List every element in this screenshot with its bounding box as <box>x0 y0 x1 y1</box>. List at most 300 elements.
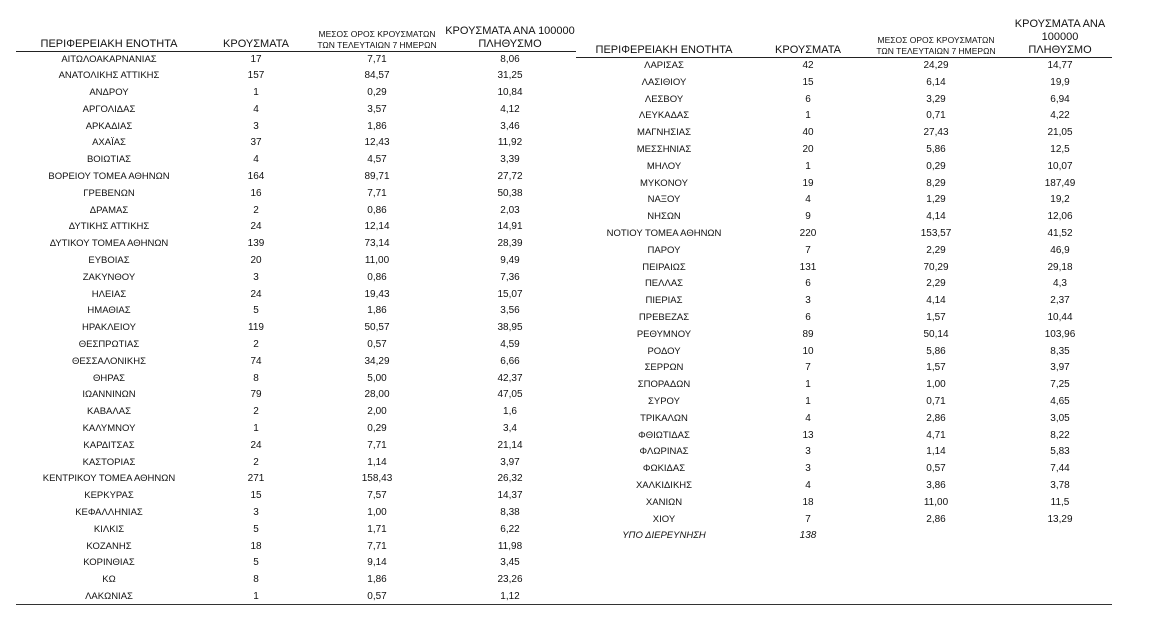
table-row <box>16 203 576 220</box>
table-row <box>16 135 576 152</box>
table-row <box>576 58 1112 75</box>
table-row <box>16 270 576 287</box>
table-row <box>16 471 576 488</box>
avg7-cell: 1,86 <box>367 120 387 132</box>
cases-cell: 1 <box>805 160 811 172</box>
table-row <box>16 522 576 539</box>
pending-row <box>576 528 1112 545</box>
table-row <box>576 209 1112 226</box>
cases-cell: 24 <box>250 439 262 451</box>
cases-cell: 16 <box>250 187 262 199</box>
cases-cell: 5 <box>253 523 259 535</box>
region-cell: ΓΡΕΒΕΝΩΝ <box>83 187 135 199</box>
per100k-cell: 5,83 <box>1050 446 1070 458</box>
avg7-cell: 0,57 <box>367 591 387 602</box>
pending-label: ΥΠΟ ΔΙΕΡΕΥΝΗΣΗ <box>622 530 706 542</box>
pending-empty <box>864 528 1008 545</box>
table-row <box>576 495 1112 512</box>
avg7-cell: 1,86 <box>367 305 387 317</box>
table-row <box>576 461 1112 478</box>
per100k-cell: 11,92 <box>497 137 523 149</box>
per100k-cell: 38,95 <box>497 322 523 334</box>
cases-cell: 2 <box>253 339 259 351</box>
avg7-cell: 5,00 <box>367 372 387 384</box>
avg7-cell: 1,00 <box>926 379 946 391</box>
per100k-cell: 3,46 <box>500 120 520 132</box>
cases-cell: 8 <box>253 372 259 384</box>
per100k-cell: 46,9 <box>1050 244 1070 256</box>
region-cell: ΔΥΤΙΚΟΥ ΤΟΜΕΑ ΑΘΗΝΩΝ <box>49 238 169 250</box>
table-row <box>576 377 1112 394</box>
per100k-cell: 6,22 <box>500 523 520 535</box>
per100k-cell: 14,77 <box>1047 60 1073 71</box>
cases-cell: 4 <box>253 103 259 115</box>
per100k-cell: 1,6 <box>503 406 517 418</box>
table-row <box>16 303 576 320</box>
cases-cell: 20 <box>802 143 814 155</box>
avg7-cell: 19,43 <box>364 288 390 300</box>
per100k-cell: 10,07 <box>1047 160 1073 172</box>
region-cell: ΘΗΡΑΣ <box>92 372 126 384</box>
table-row <box>16 404 576 421</box>
avg7-cell: 1,29 <box>926 194 946 206</box>
region-cell: ΛΑΚΩΝΙΑΣ <box>85 591 133 602</box>
per100k-cell: 50,38 <box>497 187 523 199</box>
cases-cell: 10 <box>802 345 814 357</box>
cases-cell: 220 <box>799 227 817 239</box>
per100k-cell: 11,98 <box>497 540 523 552</box>
cases-cell: 1 <box>805 110 811 122</box>
header-per100k-line1: ΚΡΟΥΣΜΑΤΑ ΑΝΑ 100000 <box>1014 18 1106 43</box>
region-cell: ΑΡΚΑΔΙΑΣ <box>85 120 133 132</box>
region-cell: ΑΧΑΪΑΣ <box>92 137 126 149</box>
table-row <box>576 226 1112 243</box>
right-table-body <box>576 58 1112 546</box>
table-row <box>576 411 1112 428</box>
header-cases: ΚΡΟΥΣΜΑΤΑ <box>752 18 864 58</box>
region-cell: ΚΑΒΑΛΑΣ <box>87 406 131 418</box>
avg7-cell: 0,29 <box>367 87 387 99</box>
right-header-row <box>576 18 1112 58</box>
avg7-cell: 2,29 <box>926 244 946 256</box>
left-table-body <box>16 51 576 606</box>
avg7-cell: 7,71 <box>367 53 387 65</box>
table-row <box>576 243 1112 260</box>
avg7-cell: 4,14 <box>926 295 946 307</box>
table-row <box>576 327 1112 344</box>
avg7-cell: 2,86 <box>926 412 946 424</box>
region-cell: ΠΡΕΒΕΖΑΣ <box>638 311 690 323</box>
left-header-row <box>16 18 576 51</box>
table-row <box>576 478 1112 495</box>
cases-cell: 3 <box>805 446 811 458</box>
region-cell: ΦΘΙΩΤΙΔΑΣ <box>638 429 690 441</box>
avg7-cell: 5,86 <box>926 143 946 155</box>
avg7-cell: 84,57 <box>364 70 390 82</box>
table-row <box>16 169 576 186</box>
cases-cell: 15 <box>802 76 814 88</box>
per100k-cell: 7,25 <box>1050 379 1070 391</box>
region-cell: ΚΑΡΔΙΤΣΑΣ <box>83 439 135 451</box>
region-cell: ΚΑΛΥΜΝΟΥ <box>82 423 136 435</box>
cases-cell: 4 <box>805 194 811 206</box>
cases-cell: 5 <box>253 305 259 317</box>
avg7-cell: 3,86 <box>926 479 946 491</box>
per100k-cell: 3,05 <box>1050 412 1070 424</box>
region-cell: ΘΕΣΣΑΛΟΝΙΚΗΣ <box>72 355 146 367</box>
region-cell: ΤΡΙΚΑΛΩΝ <box>640 412 688 424</box>
avg7-cell: 9,14 <box>367 557 387 569</box>
avg7-cell: 1,14 <box>367 456 387 468</box>
header-cases: ΚΡΟΥΣΜΑΤΑ <box>202 18 310 51</box>
per100k-cell: 26,32 <box>497 473 523 485</box>
avg7-cell: 34,29 <box>364 355 390 367</box>
per100k-cell: 31,25 <box>497 70 523 82</box>
cases-cell: 6 <box>805 278 811 290</box>
region-cell: ΠΑΡΟΥ <box>647 244 681 256</box>
avg7-cell: 24,29 <box>923 60 949 71</box>
region-cell: ΛΕΥΚΑΔΑΣ <box>638 110 690 122</box>
per100k-cell: 3,97 <box>1050 362 1070 374</box>
region-cell: ΣΕΡΡΩΝ <box>644 362 684 374</box>
cases-cell: 89 <box>802 328 814 340</box>
avg7-cell: 5,86 <box>926 345 946 357</box>
cases-cell: 8 <box>253 574 259 586</box>
avg7-cell: 1,57 <box>926 362 946 374</box>
table-row <box>16 572 576 589</box>
per100k-cell: 12,06 <box>1047 211 1073 223</box>
region-cell: ΛΑΡΙΣΑΣ <box>644 60 684 71</box>
region-cell: ΔΡΑΜΑΣ <box>89 204 129 216</box>
cases-cell: 7 <box>805 362 811 374</box>
region-cell: ΚΕΡΚΥΡΑΣ <box>84 490 134 502</box>
per100k-cell: 8,38 <box>500 507 520 519</box>
header-avg7-line1: ΜΕΣΟΣ ΟΡΟΣ ΚΡΟΥΣΜΑΤΩΝ <box>877 35 995 45</box>
cases-cell: 79 <box>250 389 262 401</box>
avg7-cell: 11,00 <box>923 496 949 508</box>
region-cell: ΑΡΓΟΛΙΔΑΣ <box>82 103 136 115</box>
per100k-cell: 3,45 <box>500 557 520 569</box>
table-row <box>16 186 576 203</box>
cases-cell: 6 <box>805 311 811 323</box>
avg7-cell: 0,29 <box>367 423 387 435</box>
per100k-cell: 3,39 <box>500 154 520 166</box>
per100k-cell: 4,65 <box>1050 395 1070 407</box>
table-row <box>16 455 576 472</box>
per100k-cell: 41,52 <box>1047 227 1073 239</box>
per100k-cell: 12,5 <box>1050 143 1070 155</box>
cases-cell: 20 <box>250 255 262 267</box>
table-row <box>16 152 576 169</box>
avg7-cell: 4,71 <box>926 429 946 441</box>
per100k-cell: 29,18 <box>1047 261 1073 273</box>
header-avg7 <box>310 18 444 51</box>
per100k-cell: 4,12 <box>500 103 520 115</box>
header-avg7-line2: ΤΩΝ ΤΕΛΕΥΤΑΙΩΝ 7 ΗΜΕΡΩΝ <box>317 39 437 50</box>
region-cell: ΚΑΣΤΟΡΙΑΣ <box>82 456 136 468</box>
per100k-cell: 47,05 <box>497 389 523 401</box>
cases-cell: 74 <box>250 355 262 367</box>
table-row <box>576 310 1112 327</box>
cases-cell: 3 <box>805 295 811 307</box>
region-cell: ΠΕΙΡΑΙΩΣ <box>642 261 686 273</box>
header-per100k <box>444 18 576 51</box>
table-row <box>16 51 576 68</box>
avg7-cell: 7,71 <box>367 540 387 552</box>
avg7-cell: 7,57 <box>367 490 387 502</box>
avg7-cell: 50,57 <box>364 322 390 334</box>
region-cell: ΚΕΝΤΡΙΚΟΥ ΤΟΜΕΑ ΑΘΗΝΩΝ <box>42 473 176 485</box>
per100k-cell: 23,26 <box>497 574 523 586</box>
avg7-cell: 12,43 <box>364 137 390 149</box>
avg7-cell: 1,86 <box>367 574 387 586</box>
table-row <box>576 92 1112 109</box>
right-table <box>576 18 1112 545</box>
avg7-cell: 153,57 <box>920 227 952 239</box>
cases-cell: 1 <box>805 395 811 407</box>
table-row <box>16 371 576 388</box>
cases-cell: 40 <box>802 127 814 139</box>
avg7-cell: 7,71 <box>367 187 387 199</box>
region-cell: ΧΑΛΚΙΔΙΚΗΣ <box>635 479 693 491</box>
region-cell: ΘΕΣΠΡΩΤΙΑΣ <box>78 339 140 351</box>
per100k-cell: 42,37 <box>497 372 523 384</box>
per100k-cell: 8,35 <box>1050 345 1070 357</box>
region-cell: ΜΗΛΟΥ <box>646 160 682 172</box>
cases-cell: 9 <box>805 211 811 223</box>
cases-cell: 15 <box>250 490 262 502</box>
region-cell: ΧΑΝΙΩΝ <box>645 496 683 508</box>
avg7-cell: 3,57 <box>367 103 387 115</box>
header-avg7-line1: ΜΕΣΟΣ ΟΡΟΣ ΚΡΟΥΣΜΑΤΩΝ <box>318 28 436 39</box>
avg7-cell: 0,71 <box>926 110 946 122</box>
region-cell: ΝΗΣΩΝ <box>647 211 681 223</box>
per100k-cell: 9,49 <box>500 255 520 267</box>
table-row <box>576 260 1112 277</box>
per100k-cell: 21,14 <box>497 439 523 451</box>
avg7-cell: 4,14 <box>926 211 946 223</box>
cases-cell: 2 <box>253 204 259 216</box>
table-row <box>576 75 1112 92</box>
avg7-cell: 2,00 <box>367 406 387 418</box>
table-row <box>576 176 1112 193</box>
cases-cell: 17 <box>250 53 262 65</box>
header-per100k <box>1008 18 1112 58</box>
region-cell: ΝΟΤΙΟΥ ΤΟΜΕΑ ΑΘΗΝΩΝ <box>606 227 722 239</box>
per100k-cell: 28,39 <box>497 238 523 250</box>
per100k-cell: 3,56 <box>500 305 520 317</box>
cases-cell: 37 <box>250 137 262 149</box>
avg7-cell: 1,57 <box>926 311 946 323</box>
avg7-cell: 8,29 <box>926 177 946 189</box>
per100k-cell: 11,5 <box>1050 496 1070 508</box>
avg7-cell: 6,14 <box>926 76 946 88</box>
table-row <box>576 159 1112 176</box>
table-row <box>16 119 576 136</box>
region-cell: ΒΟΙΩΤΙΑΣ <box>86 154 132 166</box>
region-cell: ΧΙΟΥ <box>652 513 676 525</box>
cases-cell: 6 <box>805 93 811 105</box>
cases-cell: 1 <box>805 379 811 391</box>
per100k-cell: 19,9 <box>1050 76 1070 88</box>
per100k-cell: 15,07 <box>497 288 523 300</box>
cases-cell: 19 <box>802 177 814 189</box>
table-row <box>16 253 576 270</box>
per100k-cell: 14,91 <box>497 221 523 233</box>
cases-cell: 271 <box>247 473 265 485</box>
table-row <box>16 287 576 304</box>
region-cell: ΙΩΑΝΝΙΝΩΝ <box>82 389 136 401</box>
avg7-cell: 89,71 <box>364 171 390 183</box>
table-row <box>576 360 1112 377</box>
avg7-cell: 0,57 <box>367 339 387 351</box>
avg7-cell: 3,29 <box>926 93 946 105</box>
table-row <box>16 387 576 404</box>
table-row <box>576 108 1112 125</box>
cases-cell: 3 <box>253 120 259 132</box>
table-row <box>576 276 1112 293</box>
per100k-cell: 2,37 <box>1050 295 1070 307</box>
region-cell: ΜΥΚΟΝΟΥ <box>640 177 688 189</box>
region-cell: ΑΝΑΤΟΛΙΚΗΣ ΑΤΤΙΚΗΣ <box>58 70 160 82</box>
avg7-cell: 7,71 <box>367 439 387 451</box>
per100k-cell: 3,4 <box>503 423 517 435</box>
cases-cell: 4 <box>805 412 811 424</box>
per100k-cell: 7,44 <box>1050 463 1070 475</box>
region-cell: ΑΝΔΡΟΥ <box>89 87 129 99</box>
table-row <box>576 428 1112 445</box>
cases-cell: 1 <box>253 423 259 435</box>
table-row <box>576 512 1112 529</box>
region-cell: ΡΕΘΥΜΝΟΥ <box>636 328 692 340</box>
table-row <box>16 354 576 371</box>
avg7-cell: 2,29 <box>926 278 946 290</box>
table-row <box>16 85 576 102</box>
cases-cell: 1 <box>253 87 259 99</box>
table-row <box>576 125 1112 142</box>
region-cell: ΜΑΓΝΗΣΙΑΣ <box>637 127 691 139</box>
cases-cell: 2 <box>253 456 259 468</box>
cases-cell: 7 <box>805 513 811 525</box>
header-region: ΠΕΡΙΦΕΡΕΙΑΚΗ ΕΝΟΤΗΤΑ <box>16 18 202 51</box>
region-cell: ΜΕΣΣΗΝΙΑΣ <box>636 143 692 155</box>
cases-cell: 18 <box>250 540 262 552</box>
cases-cell: 3 <box>805 463 811 475</box>
per100k-cell: 4,59 <box>500 339 520 351</box>
region-cell: ΗΡΑΚΛΕΙΟΥ <box>82 322 136 334</box>
region-cell: ΡΟΔΟΥ <box>647 345 681 357</box>
per100k-cell: 13,29 <box>1047 513 1073 525</box>
per100k-cell: 2,03 <box>500 204 520 216</box>
table-row <box>16 68 576 85</box>
region-cell: ΚΙΛΚΙΣ <box>93 523 125 535</box>
region-cell: ΦΩΚΙΔΑΣ <box>642 463 686 475</box>
avg7-cell: 28,00 <box>364 389 390 401</box>
per100k-cell: 10,44 <box>1047 311 1073 323</box>
per100k-cell: 187,49 <box>1044 177 1076 189</box>
region-cell: ΠΙΕΡΙΑΣ <box>645 295 683 307</box>
region-cell: ΖΑΚΥΝΘΟΥ <box>82 271 136 283</box>
region-cell: ΗΜΑΘΙΑΣ <box>87 305 131 317</box>
cases-cell: 7 <box>805 244 811 256</box>
region-cell: ΛΑΣΙΘΙΟΥ <box>641 76 687 88</box>
cases-cell: 157 <box>247 70 265 82</box>
region-cell: ΔΥΤΙΚΗΣ ΑΤΤΙΚΗΣ <box>68 221 150 233</box>
cases-cell: 5 <box>253 557 259 569</box>
table-row <box>16 236 576 253</box>
per100k-cell: 27,72 <box>497 171 523 183</box>
per100k-cell: 10,84 <box>497 87 523 99</box>
bottom-rule <box>16 604 1112 605</box>
avg7-cell: 0,57 <box>926 463 946 475</box>
cases-cell: 3 <box>253 271 259 283</box>
per100k-cell: 103,96 <box>1044 328 1076 340</box>
region-cell: ΚΩ <box>102 574 116 586</box>
region-cell: ΛΕΣΒΟΥ <box>644 93 684 105</box>
cases-cell: 119 <box>248 322 264 334</box>
avg7-cell: 0,86 <box>367 271 387 283</box>
cases-cell: 24 <box>250 221 262 233</box>
table-row <box>16 219 576 236</box>
table-row <box>16 421 576 438</box>
region-cell: ΒΟΡΕΙΟΥ ΤΟΜΕΑ ΑΘΗΝΩΝ <box>48 171 170 183</box>
table-row <box>576 142 1112 159</box>
avg7-cell: 12,14 <box>364 221 390 233</box>
region-cell: ΝΑΞΟΥ <box>647 194 681 206</box>
per100k-cell: 3,78 <box>1050 479 1070 491</box>
avg7-cell: 0,29 <box>926 160 946 172</box>
table-row <box>16 505 576 522</box>
per100k-cell: 3,97 <box>500 456 520 468</box>
per100k-cell: 8,22 <box>1050 429 1070 441</box>
per100k-cell: 6,66 <box>500 355 520 367</box>
avg7-cell: 0,86 <box>367 204 387 216</box>
avg7-cell: 27,43 <box>923 127 949 139</box>
avg7-cell: 1,71 <box>367 523 387 535</box>
table-row <box>576 444 1112 461</box>
avg7-cell: 50,14 <box>923 328 949 340</box>
table-row <box>16 320 576 337</box>
header-per100k-line2: ΠΛΗΘΥΣΜΟ <box>1028 44 1092 56</box>
cases-cell: 42 <box>802 60 814 71</box>
table-row <box>576 293 1112 310</box>
per100k-cell: 6,94 <box>1050 93 1070 105</box>
region-cell: ΑΙΤΩΛΟΑΚΑΡΝΑΝΙΑΣ <box>61 53 157 65</box>
per100k-cell: 1,12 <box>500 591 520 602</box>
tables-container <box>16 18 1112 606</box>
left-table <box>16 18 576 606</box>
header-region: ΠΕΡΙΦΕΡΕΙΑΚΗ ΕΝΟΤΗΤΑ <box>576 18 752 58</box>
table-row <box>576 192 1112 209</box>
cases-cell: 139 <box>247 238 265 250</box>
table-row <box>16 555 576 572</box>
cases-cell: 1 <box>253 591 259 602</box>
header-per100k-line1: ΚΡΟΥΣΜΑΤΑ ΑΝΑ 100000 <box>445 24 575 37</box>
cases-cell: 3 <box>253 507 259 519</box>
cases-cell: 13 <box>802 429 814 441</box>
header-avg7-line2: ΤΩΝ ΤΕΛΕΥΤΑΙΩΝ 7 ΗΜΕΡΩΝ <box>876 46 996 56</box>
table-row <box>16 539 576 556</box>
region-cell: ΚΟΖΑΝΗΣ <box>86 540 132 552</box>
cases-cell: 164 <box>247 171 265 183</box>
per100k-cell: 21,05 <box>1047 127 1073 139</box>
cases-cell: 4 <box>805 479 811 491</box>
cases-cell: 2 <box>253 406 259 418</box>
per100k-cell: 19,2 <box>1050 194 1070 206</box>
cases-cell: 4 <box>253 154 259 166</box>
region-cell: ΚΟΡΙΝΘΙΑΣ <box>83 557 135 569</box>
cases-cell: 24 <box>250 288 262 300</box>
